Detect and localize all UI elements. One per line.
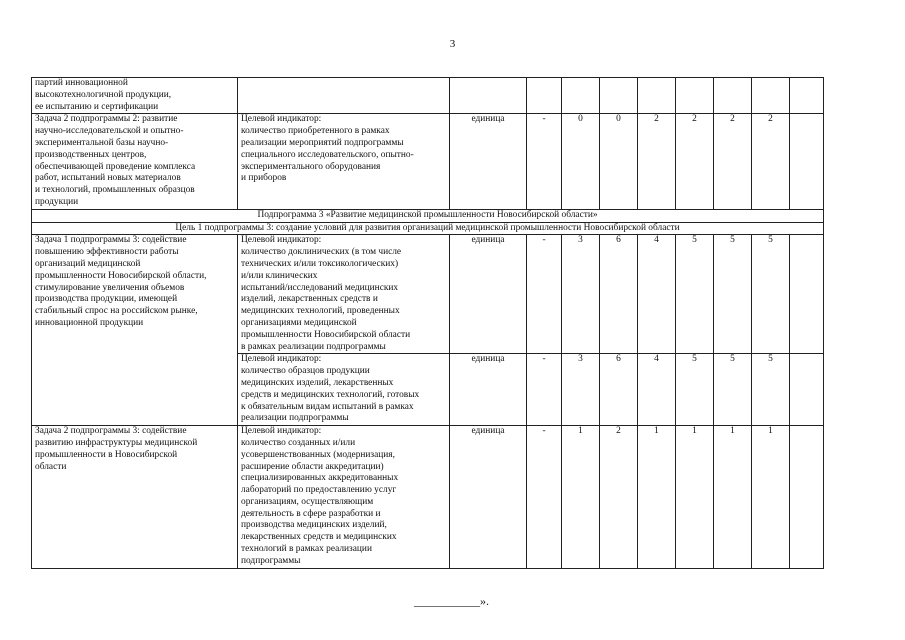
empty-cell (790, 426, 824, 569)
value-cell: 1 (752, 426, 790, 569)
value-cell: 3 (562, 235, 600, 354)
value-cell (600, 78, 638, 114)
value-cell: 6 (600, 235, 638, 354)
indicator-cell: Целевой индикатор: количество образцов продукции медицинских изделий, лекарственных средств и медицинских технологий, готовых к обязательным видам испытаний в рамках реализации подпрограммы (238, 354, 450, 426)
unit-cell: единица (450, 235, 527, 354)
table-row (32, 426, 824, 569)
task-cell: Задача 1 подпрограммы 3: содействие повышению эффективности работы организаций медицинской промышленности Новосибирской области, стимулирование увеличения объемов производства продукции, имеющей стабильный спрос на российском рынке, инновационной продукции (32, 235, 238, 426)
value-cell: 2 (676, 114, 714, 209)
value-cell: - (527, 114, 562, 209)
goal-title: Цель 1 подпрограммы 3: создание условий для развития организаций медицинской промышленности Новосибирской области (32, 222, 824, 235)
empty-cell (790, 114, 824, 209)
task-cell: партий инновационной высокотехнологичной продукции, ее испытанию и сертификации (32, 78, 238, 114)
empty-cell (790, 235, 824, 354)
value-cell (527, 78, 562, 114)
value-cell: 2 (600, 426, 638, 569)
value-cell: - (527, 426, 562, 569)
unit-cell: единица (450, 114, 527, 209)
indicator-cell: Целевой индикатор: количество созданных и/или усовершенствованных (модернизация, расширение области аккредитации) специализированных аккредитованных лабораторий по предоставлению услуг организациям, осуществляющим деятельность в сфере разработки и производства медицинских изделий, лекарственных средств и медицинских технологий в рамках реализации подпрограммы (238, 426, 450, 569)
value-cell (676, 78, 714, 114)
value-cell: 5 (752, 354, 790, 426)
empty-cell (790, 78, 824, 114)
value-cell: 2 (638, 114, 676, 209)
table-row (32, 114, 824, 209)
value-cell: 5 (714, 354, 752, 426)
indicators-table (31, 77, 824, 569)
indicator-cell: Целевой индикатор: количество доклинических (в том числе технических и/или токсикологических) и/или клинических испытаний/исследований медицинских изделий, лекарственных средств и медицинских технологий, проведенных организациями медицинской промышленности Новосибирской области в рамках реализации подпрограммы (238, 235, 450, 354)
unit-cell: единица (450, 426, 527, 569)
value-cell (752, 78, 790, 114)
value-cell: 5 (676, 235, 714, 354)
value-cell: 2 (752, 114, 790, 209)
value-cell: 1 (562, 426, 600, 569)
value-cell: 1 (638, 426, 676, 569)
value-cell: 5 (714, 235, 752, 354)
value-cell: 3 (562, 354, 600, 426)
value-cell: 1 (676, 426, 714, 569)
indicator-cell: Целевой индикатор: количество приобретенного в рамках реализации мероприятий подпрограммы специального исследовательского, опытно- экспериментального оборудования и приборов (238, 114, 450, 209)
value-cell (714, 78, 752, 114)
unit-cell (450, 78, 527, 114)
subprogram-title: Подпрограмма 3 «Развитие медицинской промышленности Новосибирской области» (32, 209, 824, 222)
value-cell (562, 78, 600, 114)
table-row (32, 78, 824, 114)
value-cell: 6 (600, 354, 638, 426)
value-cell: 0 (600, 114, 638, 209)
table-row (32, 235, 824, 354)
unit-cell: единица (450, 354, 527, 426)
value-cell: 4 (638, 354, 676, 426)
value-cell: 5 (676, 354, 714, 426)
value-cell: 5 (752, 235, 790, 354)
empty-cell (790, 354, 824, 426)
value-cell: - (527, 235, 562, 354)
value-cell: - (527, 354, 562, 426)
page-number: 3 (449, 38, 456, 50)
section-row (32, 222, 824, 235)
task-cell: Задача 2 подпрограммы 3: содействие развитию инфраструктуры медицинской промышленности в Новосибирской области (32, 426, 238, 569)
value-cell: 1 (714, 426, 752, 569)
task-cell: Задача 2 подпрограммы 2: развитие научно-исследовательской и опытно- экспериментальной базы научно- производственных центров, обеспечивающей проведение комплекса работ, испытаний новых материалов и технологий, промышленных образцов продукции (32, 114, 238, 209)
value-cell: 0 (562, 114, 600, 209)
section-row (32, 209, 824, 222)
value-cell: 4 (638, 235, 676, 354)
indicator-cell (238, 78, 450, 114)
value-cell (638, 78, 676, 114)
value-cell: 2 (714, 114, 752, 209)
closing-quote: ___________». (414, 594, 489, 608)
